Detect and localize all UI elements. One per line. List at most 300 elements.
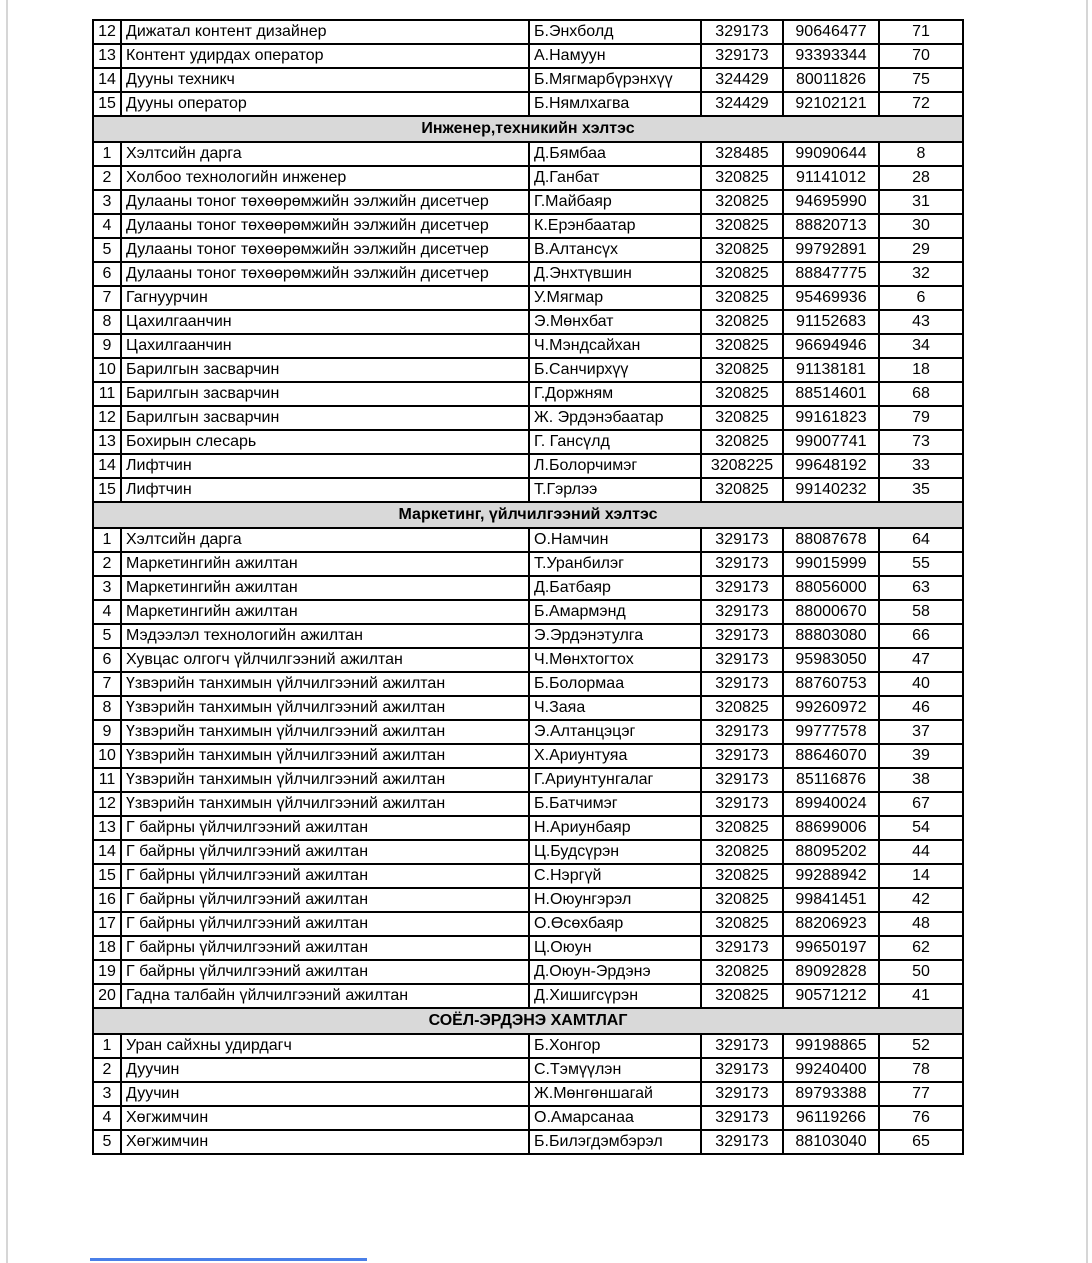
cell-num: 15 [93, 92, 121, 116]
cell-phone: 95983050 [783, 648, 879, 672]
cell-id: 66 [879, 624, 963, 648]
cell-name: Б.Энхболд [529, 20, 701, 44]
cell-title: Контент удирдах оператор [121, 44, 529, 68]
cell-code: 329173 [701, 720, 783, 744]
cell-code: 329173 [701, 528, 783, 552]
cell-title: Маркетингийн ажилтан [121, 576, 529, 600]
cell-phone: 91152683 [783, 310, 879, 334]
cell-phone: 99650197 [783, 936, 879, 960]
cell-title: Цахилгаанчин [121, 310, 529, 334]
cell-num: 4 [93, 600, 121, 624]
cell-num: 2 [93, 1058, 121, 1082]
cell-title: Лифтчин [121, 478, 529, 502]
cell-name: Ц.Оюун [529, 936, 701, 960]
cell-name: У.Мягмар [529, 286, 701, 310]
cell-phone: 88699006 [783, 816, 879, 840]
cell-name: Ч.Мөнхтогтох [529, 648, 701, 672]
cell-title: Хэлтсийн дарга [121, 528, 529, 552]
cell-id: 33 [879, 454, 963, 478]
cell-title: Барилгын засварчин [121, 406, 529, 430]
cell-name: Б.Амармэнд [529, 600, 701, 624]
cell-id: 50 [879, 960, 963, 984]
table-row [93, 1058, 963, 1082]
cell-id: 62 [879, 936, 963, 960]
table-row [93, 648, 963, 672]
cell-name: Л.Болорчимэг [529, 454, 701, 478]
cell-title: Барилгын засварчин [121, 382, 529, 406]
cell-num: 9 [93, 334, 121, 358]
section-header-row [93, 502, 963, 528]
cell-title: Г байрны үйлчилгээний ажилтан [121, 888, 529, 912]
cell-phone: 89940024 [783, 792, 879, 816]
cell-name: Д.Ганбат [529, 166, 701, 190]
table-row [93, 672, 963, 696]
page-edge-right [1086, 0, 1088, 1263]
cell-name: В.Алтансүх [529, 238, 701, 262]
cell-num: 11 [93, 768, 121, 792]
cell-num: 13 [93, 816, 121, 840]
cell-code: 320825 [701, 238, 783, 262]
cell-id: 44 [879, 840, 963, 864]
cell-phone: 88803080 [783, 624, 879, 648]
cell-num: 7 [93, 672, 121, 696]
cell-name: Х.Ариунтуяа [529, 744, 701, 768]
table-row [93, 720, 963, 744]
section-title: Маркетинг, үйлчилгээний хэлтэс [93, 502, 963, 528]
cell-title: Дулааны тоног төхөөрөмжийн ээлжийн дисетчер [121, 214, 529, 238]
cell-phone: 91138181 [783, 358, 879, 382]
table-row [93, 552, 963, 576]
table-row [93, 430, 963, 454]
cell-name: Н.Оюунгэрэл [529, 888, 701, 912]
cell-code: 320825 [701, 840, 783, 864]
cell-name: Ж. Эрдэнэбаатар [529, 406, 701, 430]
cell-title: Г байрны үйлчилгээний ажилтан [121, 936, 529, 960]
cell-num: 3 [93, 190, 121, 214]
cell-code: 3208225 [701, 454, 783, 478]
cell-code: 320825 [701, 912, 783, 936]
cell-name: Г.Доржням [529, 382, 701, 406]
cell-name: Б.Санчирхүү [529, 358, 701, 382]
cell-id: 79 [879, 406, 963, 430]
cell-name: Э.Эрдэнэтулга [529, 624, 701, 648]
cell-phone: 88847775 [783, 262, 879, 286]
cell-name: Б.Хонгор [529, 1034, 701, 1058]
table-row [93, 1130, 963, 1154]
cell-num: 2 [93, 552, 121, 576]
cell-name: Д.Батбаяр [529, 576, 701, 600]
table-row [93, 888, 963, 912]
cell-num: 15 [93, 864, 121, 888]
cell-num: 17 [93, 912, 121, 936]
cell-num: 6 [93, 262, 121, 286]
cell-code: 329173 [701, 624, 783, 648]
cell-phone: 88103040 [783, 1130, 879, 1154]
table-row [93, 166, 963, 190]
cell-num: 14 [93, 68, 121, 92]
cell-id: 76 [879, 1106, 963, 1130]
cell-title: Хэлтсийн дарга [121, 142, 529, 166]
cell-id: 42 [879, 888, 963, 912]
cell-phone: 99198865 [783, 1034, 879, 1058]
cell-title: Үзвэрийн танхимын үйлчилгээний ажилтан [121, 768, 529, 792]
cell-num: 1 [93, 1034, 121, 1058]
cell-num: 5 [93, 238, 121, 262]
cell-title: Үзвэрийн танхимын үйлчилгээний ажилтан [121, 744, 529, 768]
cell-name: Т.Уранбилэг [529, 552, 701, 576]
cell-phone: 93393344 [783, 44, 879, 68]
cell-id: 41 [879, 984, 963, 1008]
table-row [93, 358, 963, 382]
cell-name: Г. Гансүлд [529, 430, 701, 454]
cell-title: Маркетингийн ажилтан [121, 552, 529, 576]
cell-num: 14 [93, 454, 121, 478]
cell-phone: 88095202 [783, 840, 879, 864]
cell-phone: 99777578 [783, 720, 879, 744]
cell-phone: 96694946 [783, 334, 879, 358]
table-row [93, 624, 963, 648]
cell-code: 324429 [701, 68, 783, 92]
cell-code: 320825 [701, 984, 783, 1008]
cell-id: 6 [879, 286, 963, 310]
cell-code: 329173 [701, 1106, 783, 1130]
cell-code: 329173 [701, 1130, 783, 1154]
cell-title: Г байрны үйлчилгээний ажилтан [121, 816, 529, 840]
section-header-row [93, 116, 963, 142]
cell-title: Дуучин [121, 1058, 529, 1082]
cell-phone: 94695990 [783, 190, 879, 214]
cell-id: 35 [879, 478, 963, 502]
cell-code: 320825 [701, 696, 783, 720]
table-row [93, 936, 963, 960]
cell-code: 329173 [701, 552, 783, 576]
table-row [93, 912, 963, 936]
cell-title: Хөгжимчин [121, 1106, 529, 1130]
cell-code: 329173 [701, 1082, 783, 1106]
cell-id: 64 [879, 528, 963, 552]
table-row [93, 528, 963, 552]
cell-phone: 89793388 [783, 1082, 879, 1106]
cell-code: 320825 [701, 190, 783, 214]
table-row [93, 382, 963, 406]
cell-phone: 99260972 [783, 696, 879, 720]
cell-code: 320825 [701, 334, 783, 358]
cell-title: Дулааны тоног төхөөрөмжийн ээлжийн дисетчер [121, 262, 529, 286]
table-row [93, 406, 963, 430]
cell-id: 38 [879, 768, 963, 792]
cell-code: 329173 [701, 1058, 783, 1082]
cell-name: Б.Нямлхагва [529, 92, 701, 116]
cell-num: 11 [93, 382, 121, 406]
cell-num: 20 [93, 984, 121, 1008]
cell-title: Дуучин [121, 1082, 529, 1106]
table-row [93, 864, 963, 888]
cell-num: 3 [93, 1082, 121, 1106]
cell-name: О.Амарсанаа [529, 1106, 701, 1130]
table-row [93, 310, 963, 334]
cell-title: Дулааны тоног төхөөрөмжийн ээлжийн дисетчер [121, 238, 529, 262]
cell-phone: 85116876 [783, 768, 879, 792]
cell-id: 67 [879, 792, 963, 816]
cell-code: 329173 [701, 936, 783, 960]
cell-name: Г.Майбаяр [529, 190, 701, 214]
cell-phone: 99841451 [783, 888, 879, 912]
cell-name: Ч.Заяа [529, 696, 701, 720]
cell-id: 78 [879, 1058, 963, 1082]
cell-id: 43 [879, 310, 963, 334]
cell-phone: 99140232 [783, 478, 879, 502]
cell-id: 54 [879, 816, 963, 840]
cell-id: 77 [879, 1082, 963, 1106]
cell-name: Н.Ариунбаяр [529, 816, 701, 840]
cell-id: 75 [879, 68, 963, 92]
cell-code: 328485 [701, 142, 783, 166]
cell-phone: 96119266 [783, 1106, 879, 1130]
cell-phone: 99007741 [783, 430, 879, 454]
cell-title: Барилгын засварчин [121, 358, 529, 382]
cell-code: 320825 [701, 262, 783, 286]
cell-num: 2 [93, 166, 121, 190]
cell-id: 68 [879, 382, 963, 406]
cell-title: Үзвэрийн танхимын үйлчилгээний ажилтан [121, 792, 529, 816]
cell-name: Г.Ариунтунгалаг [529, 768, 701, 792]
cell-name: Д.Хишигсүрэн [529, 984, 701, 1008]
cell-num: 1 [93, 142, 121, 166]
cell-id: 52 [879, 1034, 963, 1058]
cell-id: 14 [879, 864, 963, 888]
cell-phone: 88000670 [783, 600, 879, 624]
table-row [93, 1082, 963, 1106]
table-row [93, 214, 963, 238]
cell-phone: 92102121 [783, 92, 879, 116]
cell-num: 13 [93, 44, 121, 68]
section-title: Инженер,техникийн хэлтэс [93, 116, 963, 142]
cell-phone: 99288942 [783, 864, 879, 888]
table-row [93, 68, 963, 92]
cell-phone: 80011826 [783, 68, 879, 92]
cell-id: 65 [879, 1130, 963, 1154]
cell-code: 324429 [701, 92, 783, 116]
cell-title: Дулааны тоног төхөөрөмжийн ээлжийн дисетчер [121, 190, 529, 214]
staff-directory-table [92, 19, 964, 1155]
cell-name: Б.Билэгдэмбэрэл [529, 1130, 701, 1154]
cell-name: К.Ерэнбаатар [529, 214, 701, 238]
cell-phone: 99015999 [783, 552, 879, 576]
cell-name: Э.Мөнхбат [529, 310, 701, 334]
cell-name: Б.Батчимэг [529, 792, 701, 816]
cell-num: 15 [93, 478, 121, 502]
cell-code: 329173 [701, 792, 783, 816]
cell-id: 28 [879, 166, 963, 190]
cell-code: 329173 [701, 600, 783, 624]
cell-phone: 88206923 [783, 912, 879, 936]
cell-phone: 99240400 [783, 1058, 879, 1082]
table-row [93, 44, 963, 68]
cell-code: 320825 [701, 310, 783, 334]
table-row [93, 142, 963, 166]
cell-name: О.Өсөхбаяр [529, 912, 701, 936]
cell-code: 320825 [701, 358, 783, 382]
cell-title: Гадна талбайн үйлчилгээний ажилтан [121, 984, 529, 1008]
cell-id: 34 [879, 334, 963, 358]
cell-code: 329173 [701, 20, 783, 44]
cell-code: 329173 [701, 648, 783, 672]
table-row [93, 262, 963, 286]
cell-phone: 88087678 [783, 528, 879, 552]
cell-title: Гагнуурчин [121, 286, 529, 310]
cell-num: 10 [93, 358, 121, 382]
cell-num: 18 [93, 936, 121, 960]
cell-name: Ж.Мөнгөншагай [529, 1082, 701, 1106]
cell-id: 8 [879, 142, 963, 166]
cell-code: 329173 [701, 672, 783, 696]
table-row [93, 286, 963, 310]
cell-code: 320825 [701, 864, 783, 888]
cell-num: 19 [93, 960, 121, 984]
cell-title: Маркетингийн ажилтан [121, 600, 529, 624]
cell-code: 320825 [701, 888, 783, 912]
cell-title: Уран сайхны удирдагч [121, 1034, 529, 1058]
table-row [93, 840, 963, 864]
cell-num: 5 [93, 624, 121, 648]
table-row [93, 744, 963, 768]
cell-title: Хөгжимчин [121, 1130, 529, 1154]
table-row [93, 960, 963, 984]
cell-num: 10 [93, 744, 121, 768]
table-row [93, 20, 963, 44]
cell-code: 320825 [701, 816, 783, 840]
cell-phone: 90571212 [783, 984, 879, 1008]
cell-phone: 88514601 [783, 382, 879, 406]
cell-id: 72 [879, 92, 963, 116]
table-row [93, 816, 963, 840]
cell-id: 48 [879, 912, 963, 936]
cell-code: 329173 [701, 44, 783, 68]
cell-title: Үзвэрийн танхимын үйлчилгээний ажилтан [121, 696, 529, 720]
cell-phone: 89092828 [783, 960, 879, 984]
cell-name: С.Нэргүй [529, 864, 701, 888]
table-row [93, 984, 963, 1008]
cell-code: 320825 [701, 430, 783, 454]
cell-name: А.Намуун [529, 44, 701, 68]
cell-id: 71 [879, 20, 963, 44]
cell-num: 12 [93, 20, 121, 44]
cell-title: Холбоо технологийн инженер [121, 166, 529, 190]
cell-title: Мэдээлэл технологийн ажилтан [121, 624, 529, 648]
cell-id: 46 [879, 696, 963, 720]
cell-num: 8 [93, 310, 121, 334]
cell-name: Т.Гэрлээ [529, 478, 701, 502]
cell-id: 29 [879, 238, 963, 262]
cell-id: 31 [879, 190, 963, 214]
cell-code: 320825 [701, 478, 783, 502]
cell-title: Дижатал контент дизайнер [121, 20, 529, 44]
cell-phone: 99161823 [783, 406, 879, 430]
table-row [93, 1034, 963, 1058]
cell-title: Үзвэрийн танхимын үйлчилгээний ажилтан [121, 720, 529, 744]
cell-num: 1 [93, 528, 121, 552]
cell-title: Г байрны үйлчилгээний ажилтан [121, 840, 529, 864]
cell-phone: 95469936 [783, 286, 879, 310]
table-row [93, 92, 963, 116]
cell-num: 8 [93, 696, 121, 720]
cell-num: 6 [93, 648, 121, 672]
cell-id: 63 [879, 576, 963, 600]
table-row [93, 190, 963, 214]
table-row [93, 478, 963, 502]
cell-phone: 99648192 [783, 454, 879, 478]
cell-num: 14 [93, 840, 121, 864]
cell-name: Д.Бямбаа [529, 142, 701, 166]
table-row [93, 696, 963, 720]
cell-code: 329173 [701, 1034, 783, 1058]
cell-title: Г байрны үйлчилгээний ажилтан [121, 912, 529, 936]
table-row [93, 600, 963, 624]
cell-title: Цахилгаанчин [121, 334, 529, 358]
cell-code: 320825 [701, 166, 783, 190]
cell-id: 39 [879, 744, 963, 768]
page-edge-left [6, 0, 8, 1263]
cell-title: Г байрны үйлчилгээний ажилтан [121, 864, 529, 888]
cell-id: 30 [879, 214, 963, 238]
cell-phone: 91141012 [783, 166, 879, 190]
table-row [93, 454, 963, 478]
cell-num: 3 [93, 576, 121, 600]
cell-code: 320825 [701, 960, 783, 984]
cell-id: 32 [879, 262, 963, 286]
cell-phone: 99090644 [783, 142, 879, 166]
cell-id: 47 [879, 648, 963, 672]
cell-id: 58 [879, 600, 963, 624]
table-row [93, 768, 963, 792]
cell-num: 4 [93, 214, 121, 238]
cell-id: 37 [879, 720, 963, 744]
cell-name: С.Тэмүүлэн [529, 1058, 701, 1082]
cell-code: 320825 [701, 382, 783, 406]
cell-name: Б.Болормаа [529, 672, 701, 696]
cell-title: Лифтчин [121, 454, 529, 478]
cell-title: Бохирын слесарь [121, 430, 529, 454]
cell-name: Б.Мягмарбүрэнхүү [529, 68, 701, 92]
cell-name: Ц.Будсүрэн [529, 840, 701, 864]
cell-title: Дууны оператор [121, 92, 529, 116]
cell-code: 320825 [701, 286, 783, 310]
cell-title: Хувцас олгогч үйлчилгээний ажилтан [121, 648, 529, 672]
cell-id: 70 [879, 44, 963, 68]
table-row [93, 238, 963, 262]
cell-num: 12 [93, 406, 121, 430]
cell-title: Үзвэрийн танхимын үйлчилгээний ажилтан [121, 672, 529, 696]
cell-phone: 90646477 [783, 20, 879, 44]
cell-name: Д.Оюун-Эрдэнэ [529, 960, 701, 984]
cell-phone: 88056000 [783, 576, 879, 600]
cell-code: 320825 [701, 406, 783, 430]
cell-phone: 88760753 [783, 672, 879, 696]
cell-name: Д.Энхтүвшин [529, 262, 701, 286]
table-row [93, 1106, 963, 1130]
cell-num: 9 [93, 720, 121, 744]
cell-title: Г байрны үйлчилгээний ажилтан [121, 960, 529, 984]
cell-num: 16 [93, 888, 121, 912]
cell-code: 320825 [701, 214, 783, 238]
cell-id: 55 [879, 552, 963, 576]
cell-num: 7 [93, 286, 121, 310]
cell-phone: 88646070 [783, 744, 879, 768]
cell-id: 18 [879, 358, 963, 382]
cell-name: Э.Алтанцэцэг [529, 720, 701, 744]
cell-phone: 88820713 [783, 214, 879, 238]
cell-num: 5 [93, 1130, 121, 1154]
